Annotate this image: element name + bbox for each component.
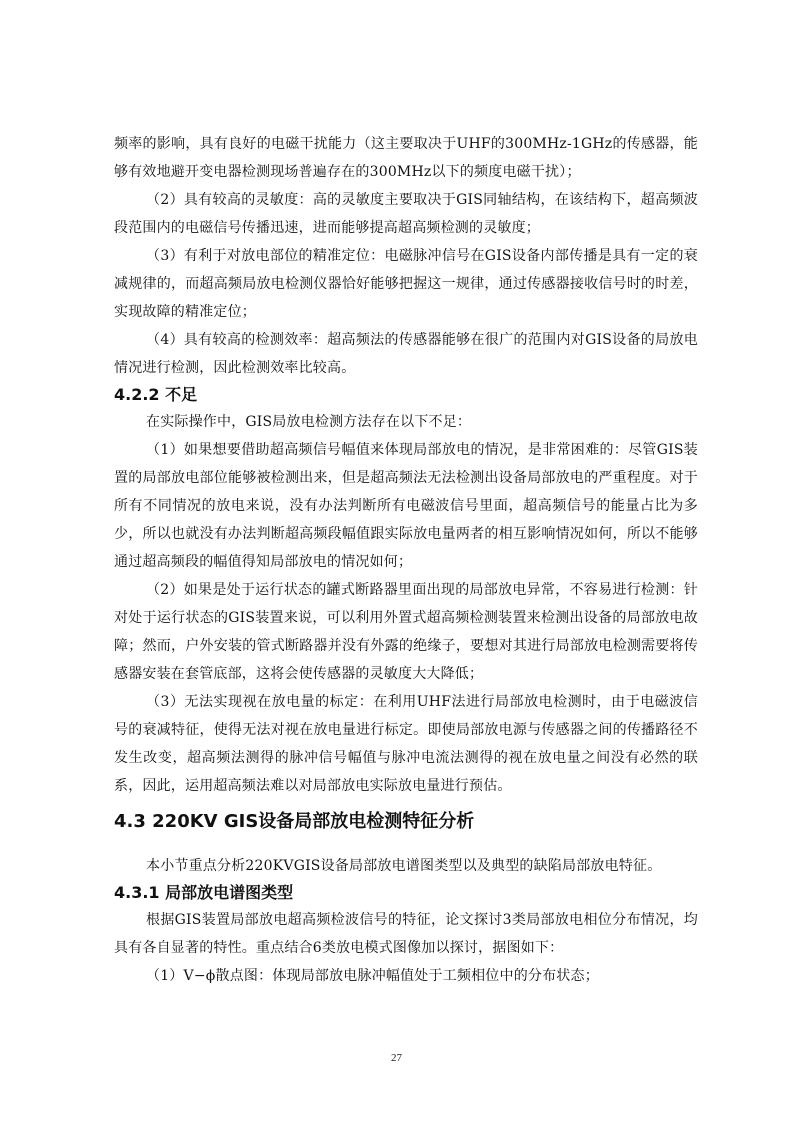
paragraph: （1）V−ϕ散点图：体现局部放电脉冲幅值处于工频相位中的分布状态；: [146, 968, 599, 984]
page-number: 27: [391, 1052, 402, 1064]
section-heading-4-3-1: 4.3.1 局部放电谱图类型: [114, 883, 294, 902]
paragraph: （2）具有较高的灵敏度：高的灵敏度主要取决于GIS同轴结构，在该结构下，超高频波段范围内的电磁信号传播迅速，进而能够提高超高频检测的灵敏度；: [114, 192, 698, 236]
section-heading-4-3: 4.3 220KV GIS设备局部放电检测特征分析: [114, 811, 475, 832]
section-4-3-1-body: [114, 906, 698, 990]
paragraph: （4）具有较高的检测效率：超高频法的传感器能够在很广的范围内对GIS设备的局放电情况进行检测，因此检测效率比较高。: [114, 332, 698, 376]
paragraph: 本小节重点分析220KVGIS设备局部放电谱图类型以及典型的缺陷局部放电特征。: [146, 858, 662, 874]
section-heading-4-2-2: 4.2.2 不足: [114, 385, 198, 404]
paragraph: 根据GIS装置局部放电超高频检波信号的特征，论文探讨3类局部放电相位分布情况，均具有各自显著的特性。重点结合6类放电模式图像加以探讨，据图如下：: [114, 912, 698, 956]
body-top: [114, 130, 698, 382]
section-4-2-2-body: [114, 408, 698, 800]
paragraph: 在实际操作中，GIS局放电检测方法存在以下不足：: [146, 414, 472, 430]
paragraph: （3）无法实现视在放电量的标定：在利用UHF法进行局部放电检测时，由于电磁波信号的衰减特征，使得无法对视在放电量进行标定。即使局部放电源与传感器之间的传播路径不发生改变，超高频法测得的脉冲信号幅值与脉冲电流法测得的视在放电量之间没有必然的联系，因此，运用超高频法难以对局部放电实际放电量进行预估。: [114, 694, 698, 794]
paragraph: （3）有利于对放电部位的精准定位：电磁脉冲信号在GIS设备内部传播是具有一定的衰减规律的，而超高频局放电检测仪器恰好能够把握这一规律，通过传感器接收信号时的时差，实现故障的精准定位；: [114, 248, 698, 320]
paragraph: （2）如果是处于运行状态的罐式断路器里面出现的局部放电异常，不容易进行检测：针对处于运行状态的GIS装置来说，可以利用外置式超高频检测装置来检测出设备的局部放电故障；然而，户外安装的管式断路器并没有外露的绝缘子，要想对其进行局部放电检测需要将传感器安装在套管底部，这将会使传感器的灵敏度大大降低；: [114, 582, 698, 682]
section-4-3-body: [114, 852, 698, 880]
document-page: [114, 130, 698, 990]
paragraph: （1）如果想要借助超高频信号幅值来体现局部放电的情况，是非常困难的：尽管GIS装置的局部放电部位能够被检测出来，但是超高频法无法检测出设备局部放电的严重程度。对于所有不同情况的放电来说，没有办法判断所有电磁波信号里面，超高频信号的能量占比为多少，所以也就没有办法判断超高频段幅值跟实际放电量两者的相互影响情况如何，所以不能够通过超高频段的幅值得知局部放电的情况如何；: [114, 442, 698, 570]
paragraph: 频率的影响，具有良好的电磁干扰能力（这主要取决于UHF的300MHz-1GHz的传感器，能够有效地避开变电器检测现场普遍存在的300MHz以下的频度电磁干扰）；: [114, 136, 698, 180]
